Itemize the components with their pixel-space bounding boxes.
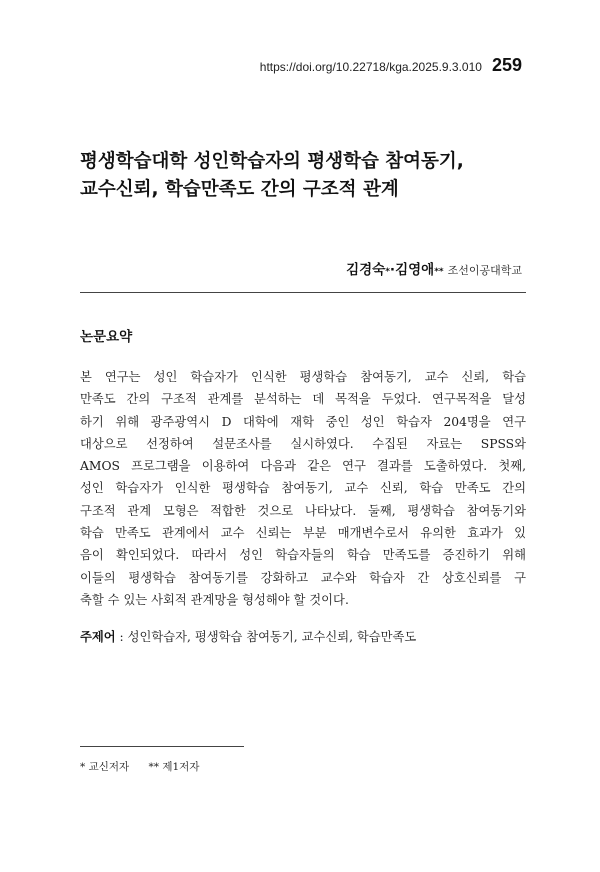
keywords-label: 주제어 (80, 630, 116, 644)
abstract-line: 만족도 간의 구조적 관계를 분석하는 데 목적을 두었다. 연구목적을 달성 (80, 392, 526, 407)
paper-title (80, 148, 530, 204)
abstract-line: 학습 만족도 관계에서 교수 신뢰는 부분 매개변수로서 유의한 효과가 있 (80, 526, 526, 541)
author-1-name: 김경숙 (346, 262, 386, 278)
abstract-heading: 논문요약 (80, 329, 133, 345)
author-affiliation: 조선이공대학교 (447, 264, 522, 277)
title-line-2: 교수신뢰, 학습만족도 간의 구조적 관계 (80, 179, 399, 200)
abstract-line: 성인 학습자가 인식한 평생학습 참여동기, 교수 신뢰, 학습 만족도 간의 (80, 481, 526, 496)
abstract-line: 본 연구는 성인 학습자가 인식한 평생학습 참여동기, 교수 신뢰, 학습 (80, 370, 526, 384)
footnotes (80, 759, 199, 774)
keywords (80, 626, 526, 645)
doi-link[interactable]: https://doi.org/10.22718/kga.2025.9.3.010 (259, 60, 482, 74)
footnote-divider (80, 746, 244, 747)
author-line (346, 258, 522, 278)
abstract-line: 하기 위해 광주광역시 D 대학에 재학 중인 성인 학습자 204명을 연구 (80, 414, 526, 429)
author-1-mark: * (385, 267, 390, 277)
abstract-body (80, 366, 526, 611)
footnote-first-author: ** 제1저자 (148, 761, 200, 773)
abstract-line: 구조적 관계 모형은 적합한 것으로 나타났다. 둘째, 평생학습 참여동기와 (80, 503, 526, 518)
page-number: 259 (491, 55, 522, 75)
title-divider (80, 292, 526, 293)
abstract-line: 이들의 평생학습 참여동기를 강화하고 교수와 학습자 간 상호신뢰를 구 (80, 570, 526, 585)
abstract-line: 대상으로 선정하여 설문조사를 실시하였다. 수집된 자료는 SPSS와 (80, 436, 526, 451)
abstract-line: 음이 확인되었다. 따라서 성인 학습자들의 학습 만족도를 증진하기 위해 (80, 548, 526, 563)
abstract-line: 축할 수 있는 사회적 관계망을 형성해야 할 것이다. (80, 592, 349, 607)
author-2-name: 김영애 (395, 262, 435, 278)
title-line-1: 평생학습대학 성인학습자의 평생학습 참여동기, (80, 151, 464, 172)
author-2-mark: ** (434, 267, 444, 277)
keywords-values: : 성인학습자, 평생학습 참여동기, 교수신뢰, 학습만족도 (115, 630, 417, 644)
footnote-corresponding-author: * 교신저자 (80, 761, 130, 773)
author-separator: · (389, 262, 396, 278)
page-header (260, 55, 522, 76)
abstract-line: AMOS 프로그램을 이용하여 다음과 같은 연구 결과를 도출하였다. 첫째, (80, 459, 526, 474)
